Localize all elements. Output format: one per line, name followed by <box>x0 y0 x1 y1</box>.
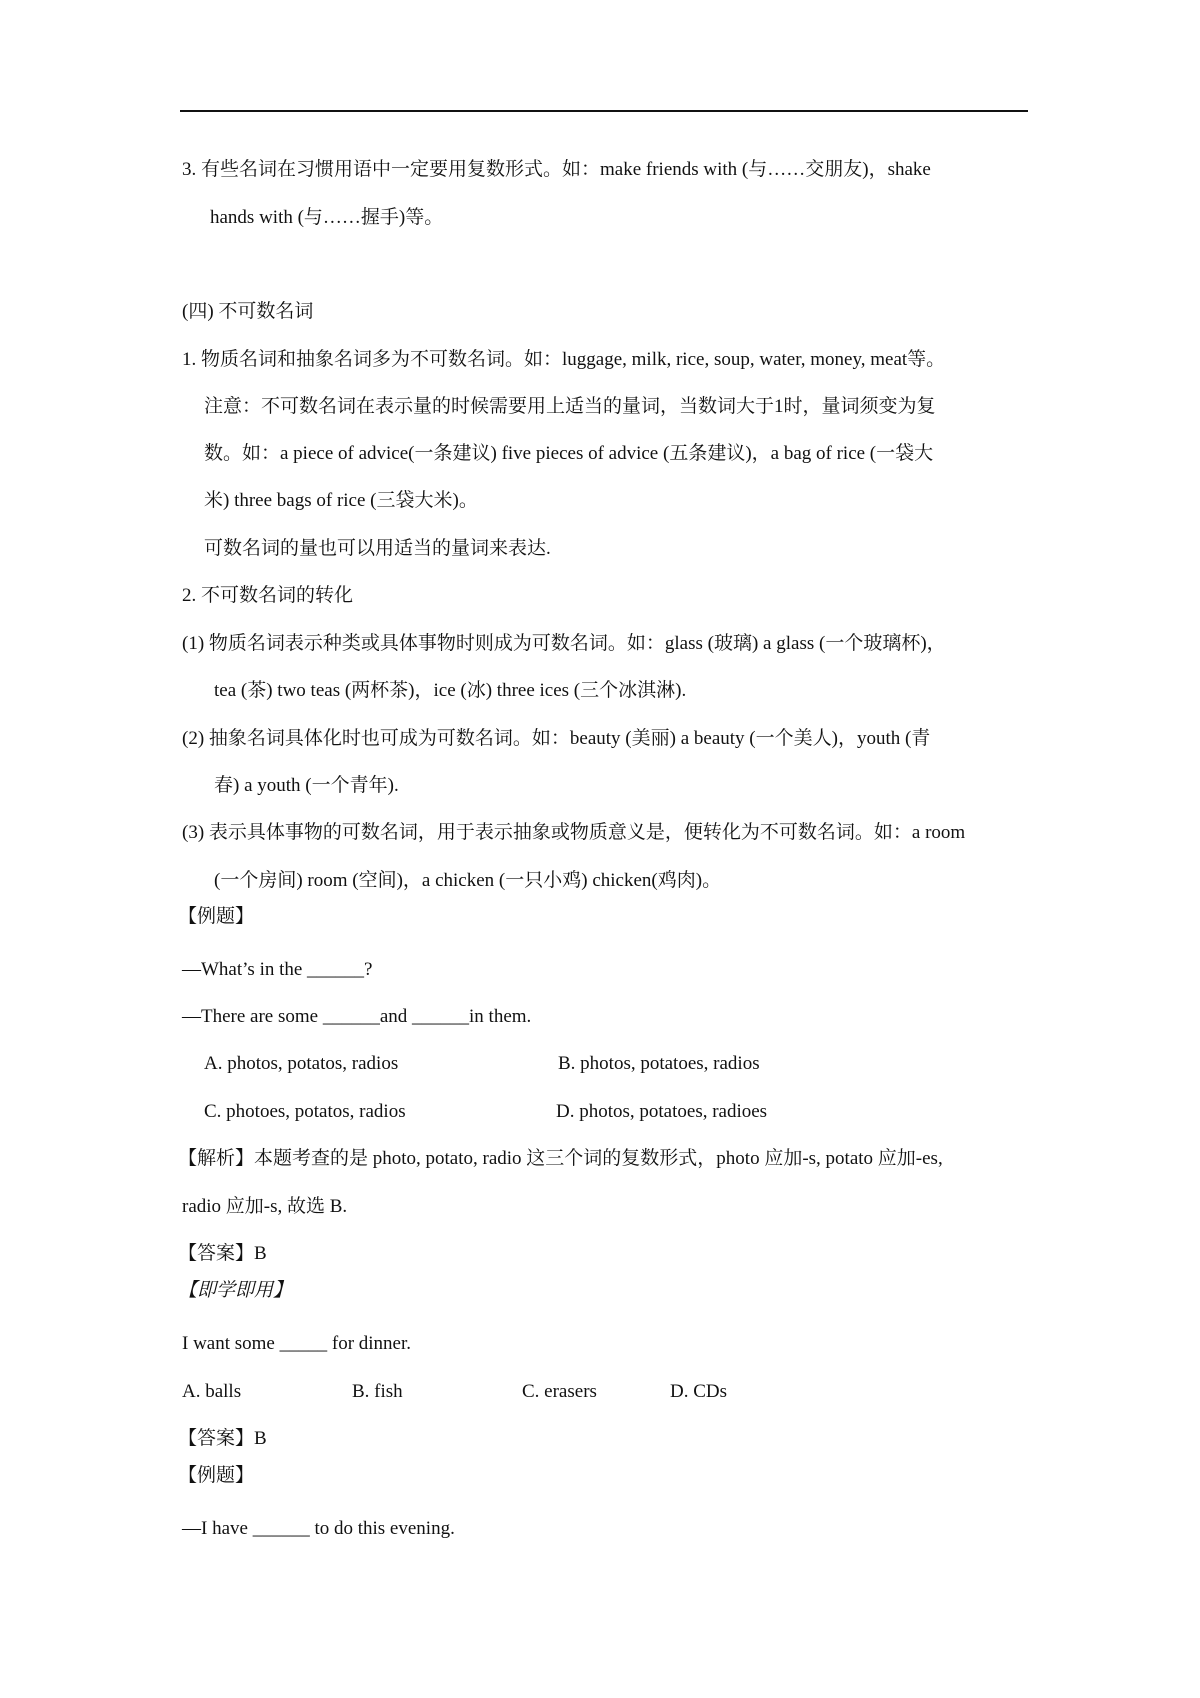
practice-option-c: C. erasers <box>522 1381 597 1402</box>
rule3-line1: 3. 有些名词在习惯用语中一定要用复数形式。如：make friends with (与……交朋友)，shake <box>182 159 931 180</box>
p2-item2-line2: 春) a youth (一个青年). <box>214 775 399 796</box>
section4-heading: (四) 不可数名词 <box>182 301 314 322</box>
example1-question2: —There are some ______and ______in them. <box>182 1006 532 1027</box>
p1-line2: 注意：不可数名词在表示量的时候需要用上适当的量词，当数词大于1时，量词须变为复 <box>204 396 936 417</box>
practice-answer: 【答案】B <box>178 1428 267 1449</box>
practice-question: I want some _____ for dinner. <box>182 1333 412 1354</box>
practice-option-b: B. fish <box>352 1381 403 1402</box>
example1-option-b: B. photos, potatoes, radios <box>558 1053 760 1074</box>
example1-option-a: A. photos, potatos, radios <box>204 1053 399 1074</box>
p1-line3: 数。如：a piece of advice(一条建议) five pieces of advice (五条建议)，a bag of rice (一袋大 <box>204 443 934 464</box>
practice-option-d: D. CDs <box>670 1381 728 1402</box>
p1-line1: 1. 物质名词和抽象名词多为不可数名词。如：luggage, milk, rice, soup, water, money, meat等。 <box>182 349 946 370</box>
practice-option-a: A. balls <box>182 1381 242 1402</box>
p1-line5: 可数名词的量也可以用适当的量词来表达. <box>204 538 551 559</box>
p2-item2-line1: (2) 抽象名词具体化时也可成为可数名词。如：beauty (美丽) a beauty (一个美人)，youth (青 <box>182 728 931 749</box>
example2-tag: 【例题】 <box>178 1465 255 1486</box>
example1-analysis-line1: 【解析】本题考查的是 photo, potato, radio 这三个词的复数形式，photo 应加-s, potato 应加-es, <box>178 1148 943 1169</box>
example1-analysis-line2: radio 应加-s, 故选 B. <box>182 1196 348 1217</box>
p2-item1-line2: tea (茶) two teas (两杯茶)，ice (冰) three ices (三个冰淇淋). <box>214 680 687 701</box>
rule3-line2: hands with (与……握手)等。 <box>210 207 444 228</box>
p2-item3-line1: (3) 表示具体事物的可数名词，用于表示抽象或物质意义是，便转化为不可数名词。如：a room <box>182 822 966 843</box>
example1-tag: 【例题】 <box>178 906 255 927</box>
example1-question1: —What’s in the ______? <box>182 959 373 980</box>
p2-item3-line2: (一个房间) room (空间)，a chicken (一只小鸡) chicken(鸡肉)。 <box>214 870 722 891</box>
practice-tag: 【即学即用】 <box>178 1280 293 1301</box>
p2-item1-line1: (1) 物质名词表示种类或具体事物时则成为可数名词。如：glass (玻璃) a glass (一个玻璃杯)， <box>182 633 946 654</box>
example1-option-c: C. photoes, potatos, radios <box>204 1101 406 1122</box>
example1-answer: 【答案】B <box>178 1243 267 1264</box>
p2-heading: 2. 不可数名词的转化 <box>182 585 354 606</box>
example1-option-d: D. photos, potatoes, radioes <box>556 1101 768 1122</box>
p1-line4: 米) three bags of rice (三袋大米)。 <box>204 490 478 511</box>
header-rule <box>180 110 1028 112</box>
example2-question1: —I have ______ to do this evening. <box>182 1518 455 1539</box>
